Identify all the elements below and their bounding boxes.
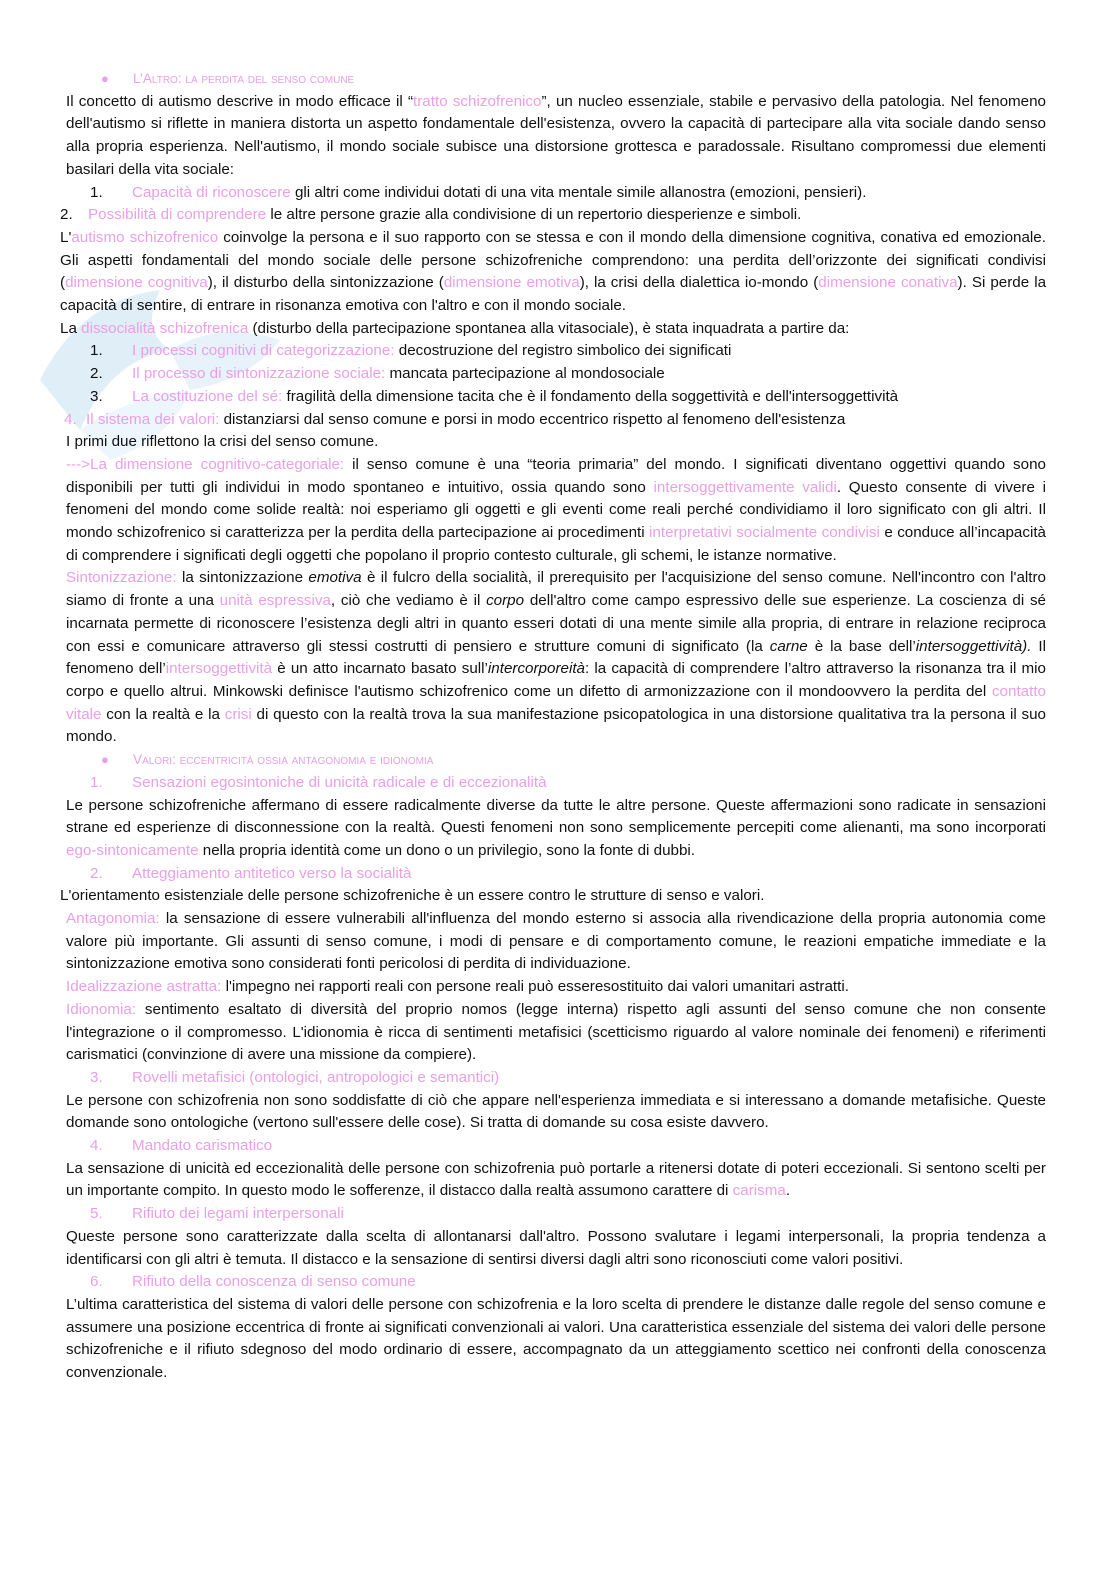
heading-text: L’Altro: la perdita del senso comune xyxy=(133,71,355,86)
paragraph-autismo-schizofrenico: L'autismo schizofrenico coinvolge la persona e il suo rapporto con se stessa e con il mondo della dimensione cognitiva, conativa ed emozionale. Gli aspetti fondamentali del mondo sociale delle persone schizofreniche comprendono: una perdita dell’orizzonte dei significati condivisi (dimensione cognitiva), il disturbo della sintonizzazione (dimensione emotiva), la crisi della dialettica io-mondo (dimensione conativa). Si perde la capacità di sentire, di entrare in risonanza emotiva con l'altro e con il mondo sociale. xyxy=(60,228,1047,315)
paragraph-cognitivo-categoriale: --->La dimensione cognitivo-categoriale: il senso comune è una “teoria primaria” del mondo. I significati diventano oggettivi quando sono disponibili per tutti gli individui in modo spontaneo e intuitivo, ossia quando sono intersoggettivamente validi. Questo consente di vivere i fenomeni del mondo come solide realtà: noi esperiamo gli oggetti e gli eventi come reali perché condividiamo il loro significato con gli altri. Il mondo schizofrenico si caratterizza per la perdita della partecipazione ai procedimenti interpretativi socialmente condivisi e conduce all’incapacità di comprendere i significati degli oggetti che popolano il proprio contesto culturale, gli schemi, le istanze normative. xyxy=(66,455,1046,564)
list-item: 1. I processi cognitivi di categorizzazione: decostruzione del registro simbolico dei significati xyxy=(90,342,732,360)
paragraph-antagonomia: Antagonomia: la sensazione di essere vulnerabili all'influenza del mondo esterno si associa alla rivendicazione della propria autonomia come valore più importante. Gli assunti di senso comune, i modi di pensare e di comportamento comune, le reazioni empatiche immediate e la sintonizzazione emotiva sono considerati fonti pericolosi di perdita di individuazione. xyxy=(66,910,1046,973)
paragraph-mandato: La sensazione di unicità ed eccezionalità delle persone con schizofrenia può portarle a ritenersi dotate di poteri eccezionali. Si sentono scelti per un importante compito. In questo modo le sofferenze, il distacco dalla realtà assumono carattere di carisma. xyxy=(66,1159,1046,1200)
list-item: 1. Capacità di riconoscere gli altri come individui dotati di una vita mentale simile allanostra (emozioni, pensieri). xyxy=(90,183,867,201)
list-item: 2. Il processo di sintonizzazione sociale: mancata partecipazione al mondosociale xyxy=(90,365,665,383)
paragraph-idionomia: Idionomia: sentimento esaltato di diversità del proprio nomos (legge interna) rispetto agli assunti del senso comune che non consente l'integrazione o il compromesso. L'idionomia è ricca di sentimenti metafisici (scetticismo riguardo al valore nominale dei fenomeni) e riferimenti carismatici (convinzione di avere una missione da compiere). xyxy=(66,1000,1046,1064)
numbered-subheading: 5. Rifiuto dei legami interpersonali xyxy=(90,1205,344,1223)
paragraph-orientamento: L'orientamento esistenziale delle persone schizofreniche è un essere contro le strutture di senso e valori. xyxy=(60,887,765,905)
numbered-subheading: 6. Rifiuto della conoscenza di senso comune xyxy=(90,1273,416,1291)
section-heading-altro xyxy=(101,68,1046,91)
paragraph-dissocialita: La dissocialità schizofrenica (disturbo della partecipazione spontanea alla vitasociale), è stata inquadrata a partire da: xyxy=(60,319,850,337)
paragraph-unicita: Le persone schizofreniche affermano di essere radicalmente diverse da tutte le altre persone. Queste affermazioni sono radicate in sensazioni strane ed esperienze di disconnessione con la realtà. Questi fenomeni non sono semplicemente percepiti come alienanti, ma sono incorporati ego-sintonicamente nella propria identità come un dono o un privilegio, sono la fonte di dubbi. xyxy=(66,796,1046,859)
paragraph-primi-due: I primi due riflettono la crisi del senso comune. xyxy=(66,433,379,451)
paragraph-rovelli: Le persone con schizofrenia non sono soddisfatte di ciò che appare nell'esperienza immediata e si interessano a domande metafisiche. Queste domande sono ontologiche (vertono sull'essere delle cose). Si tratta di domande su cosa esiste davvero. xyxy=(66,1091,1046,1132)
document-content xyxy=(60,68,1047,1385)
numbered-subheading: 1. Sensazioni egosintoniche di unicità radicale e di eccezionalità xyxy=(90,773,547,791)
paragraph-idealizzazione: Idealizzazione astratta: l'impegno nei rapporti reali con persone reali può esseresostituito dai valori umanitari astratti. xyxy=(66,978,849,996)
bullet-icon: ● xyxy=(101,752,109,768)
section-heading-valori xyxy=(101,749,1046,772)
heading-text: Valori: eccentricità ossia antagonomia e idionomia xyxy=(133,752,434,768)
list-item: 4. Il sistema dei valori: distanziarsi dal senso comune e porsi in modo eccentrico rispetto al fenomeno dell'esistenza xyxy=(64,410,846,428)
list-item: 3. La costituzione del sé: fragilità della dimensione tacita che è il fondamento della soggettività e dell'intersoggettività xyxy=(90,387,899,405)
bullet-icon: ● xyxy=(101,71,109,86)
numbered-subheading: 2. Atteggiamento antitetico verso la socialità xyxy=(90,864,412,882)
paragraph-autismo: Il concetto di autismo descrive in modo efficace il “tratto schizofrenico”, un nucleo essenziale, stabile e pervasivo della patologia. Nel fenomeno dell'autismo si riflette in maniera distorta un aspetto fondamentale dell'esistenza, ovvero la capacità di partecipare alla vita sociale dando senso alla propria esperienza. Nell'autismo, il mondo sociale subisce una distorsione grottesca e paradossale. Risultano compromessi due elementi basilari della vita sociale: xyxy=(66,92,1047,178)
numbered-subheading: 3. Rovelli metafisici (ontologici, antropologici e semantici) xyxy=(90,1068,500,1086)
list-item: 2. Possibilità di comprendere le altre persone grazie alla condivisione di un repertorio diesperienze e simboli. xyxy=(60,206,802,224)
paragraph-rifiuto-legami: Queste persone sono caratterizzate dalla scelta di allontanarsi dall'altro. Possono svalutare i legami interpersonali, la propria tendenza a identificarsi con gli altri è temuta. Il distacco e la sensazione di sentirsi diversi dagli altri sono riconosciuti come valori positivi. xyxy=(66,1227,1046,1268)
paragraph-sintonizzazione: Sintonizzazione: la sintonizzazione emotiva è il fulcro della socialità, il prerequisito per l'acquisizione del senso comune. Nell'incontro con l'altro siamo di fronte a una unità espressiva, ciò che vediamo è il corpo dell'altro come campo espressivo delle sue esperienze. La coscienza di sé incarnata permette di riconoscere l’esistenza degli altri in quanto esseri dotati di una mente simile alla propria, di entrare in relazione reciproca con essi e comunicare attraverso gli stessi costrutti di pensiero e strutture comuni di significato (la carne è la base dell’intersoggettività). Il fenomeno dell’intersoggettività è un atto incarnato basato sull’intercorporeità: la capacità di comprendere l’altro attraverso la risonanza tra il mio corpo e quello altrui. Minkowski definisce l'autismo schizofrenico come un difetto di armonizzazione con il mondoovvero la perdita del contatto vitale con la realtà e la crisi di questo con la realtà trova la sua manifestazione psicopatologica in una distorsione qualitativa tra la persona il suo mondo. xyxy=(66,569,1046,746)
numbered-subheading: 4. Mandato carismatico xyxy=(90,1137,273,1155)
paragraph-rifiuto-conoscenza: L’ultima caratteristica del sistema di valori delle persone con schizofrenia e la loro scelta di prendere le distanze dalle regole del senso comune e assumere una posizione eccentrica di fronte ai significati convenzionali ai valori. Una caratteristica essenziale del sistema dei valori delle persone schizofreniche e il rifiuto sdegnoso del modo ordinario di essere, accompagnato da un atteggiamento scettico nei confronti della conoscenza convenzionale. xyxy=(66,1295,1046,1382)
